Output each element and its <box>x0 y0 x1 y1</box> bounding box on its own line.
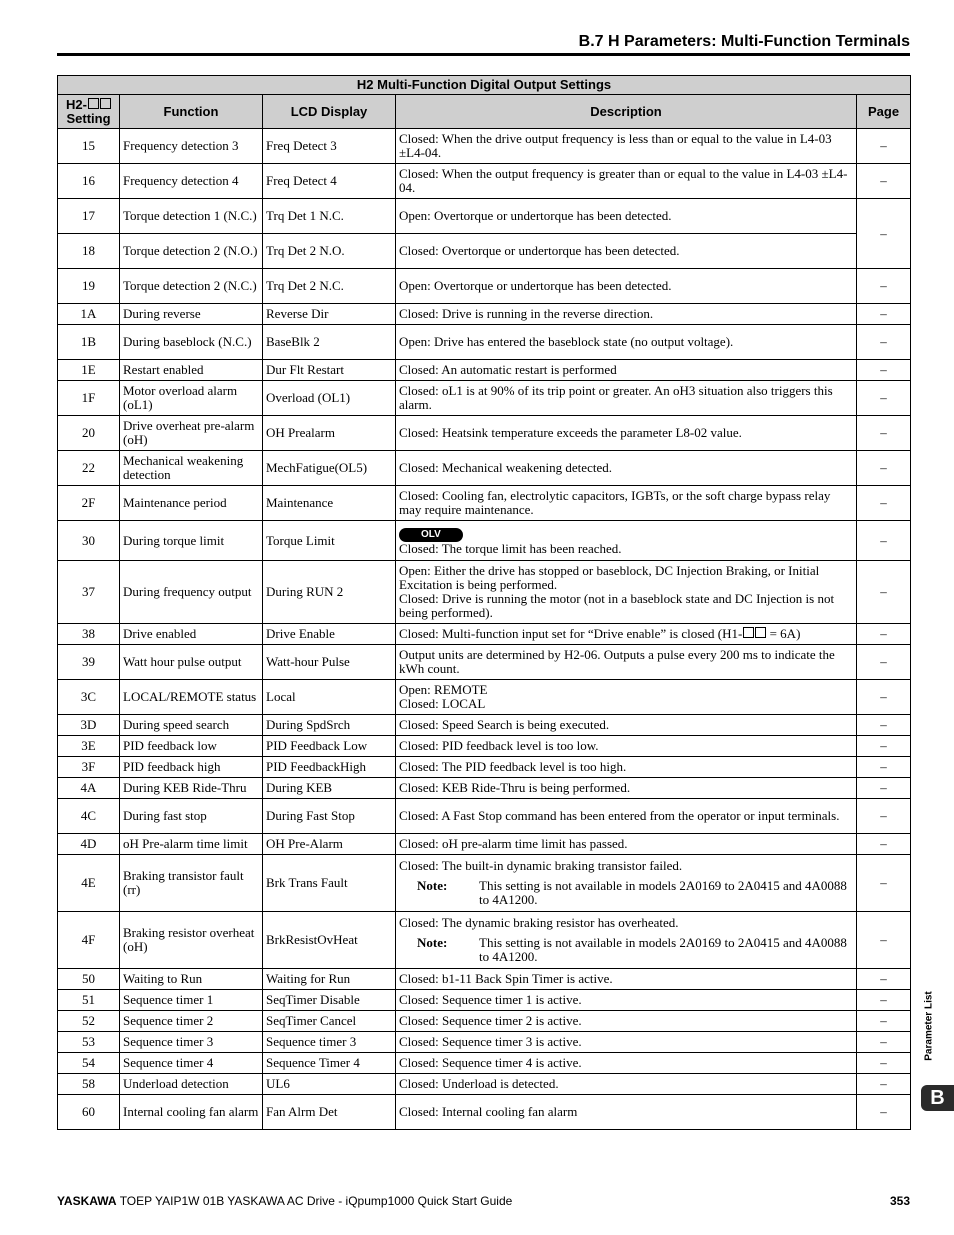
note: Note: This setting is not available in models 2A0169 to 2A0415 and 4A0088 to 4A1200. <box>417 878 847 907</box>
table-row: 20 Drive overheat pre-alarm (oH) OH Prealarm Closed: Heatsink temperature exceeds the parameter L8-02 value. – <box>58 416 911 451</box>
table-row: 30 During torque limit Torque Limit OLV Closed: The torque limit has been reached. – <box>58 521 911 561</box>
table-row: 16 Frequency detection 4 Freq Detect 4 Closed: When the output frequency is greater than or equal to the value in L4-03 ±L4-04. – <box>58 164 911 199</box>
table-row: 53 Sequence timer 3 Sequence timer 3 Closed: Sequence timer 3 is active. – <box>58 1032 911 1053</box>
table-row: 19 Torque detection 2 (N.C.) Trq Det 2 N.C. Open: Overtorque or undertorque has been detected. – <box>58 269 911 304</box>
olv-badge: OLV <box>399 528 463 542</box>
table-row: 1F Motor overload alarm (oL1) Overload (OL1) Closed: oL1 is at 90% of its trip point or greater. An oH3 situation also triggers this alarm. – <box>58 381 911 416</box>
table-row: 15 Frequency detection 3 Freq Detect 3 Closed: When the drive output frequency is less than or equal to the value in L4-03 ±L4-04. – <box>58 129 911 164</box>
col-header-page: Page <box>857 95 911 129</box>
table-row: 4D oH Pre-alarm time limit OH Pre-Alarm Closed: oH pre-alarm time limit has passed. – <box>58 834 911 855</box>
note: Note: This setting is not available in models 2A0169 to 2A0415 and 4A0088 to 4A1200. <box>417 935 847 964</box>
col-header-setting: H2- Setting <box>58 95 120 129</box>
table-row: 3D During speed search During SpdSrch Closed: Speed Search is being executed. – <box>58 715 911 736</box>
table-row: 52 Sequence timer 2 SeqTimer Cancel Closed: Sequence timer 2 is active. – <box>58 1011 911 1032</box>
table-row: 18 Torque detection 2 (N.O.) Trq Det 2 N.O. Closed: Overtorque or undertorque has been detected. <box>58 234 911 269</box>
footer-text: TOEP YAIP1W 01B YASKAWA AC Drive - iQpump1000 Quick Start Guide <box>116 1194 513 1208</box>
table-row: 4C During fast stop During Fast Stop Closed: A Fast Stop command has been entered from the operator or input terminals. – <box>58 799 911 834</box>
table-row: 3F PID feedback high PID FeedbackHigh Closed: The PID feedback level is too high. – <box>58 757 911 778</box>
col-header-function: Function <box>120 95 263 129</box>
placeholder-box-icon <box>743 627 754 638</box>
table-row: 58 Underload detection UL6 Closed: Underload is detected. – <box>58 1074 911 1095</box>
table-row: 37 During frequency output During RUN 2 Open: Either the drive has stopped or baseblock, DC Injection Braking, or Initial Excitation is being performed. Closed: Drive is running the motor (not in a baseblock state and DC Injection is not being performed). – <box>58 561 911 624</box>
table-row: 39 Watt hour pulse output Watt-hour Pulse Output units are determined by H2-06. Outputs a pulse every 200 ms to indicate the kWh count. – <box>58 645 911 680</box>
col-header-lcd: LCD Display <box>263 95 396 129</box>
footer <box>57 1194 512 1208</box>
h2-settings-table <box>57 75 911 1130</box>
table-row: 17 Torque detection 1 (N.C.) Trq Det 1 N.C. Open: Overtorque or undertorque has been detected. – <box>58 199 911 234</box>
table-row: 4A During KEB Ride-Thru During KEB Closed: KEB Ride-Thru is being performed. – <box>58 778 911 799</box>
table-row: 3C LOCAL/REMOTE status Local Open: REMOTE Closed: LOCAL – <box>58 680 911 715</box>
side-tab-letter: B <box>921 1085 954 1111</box>
col-header-description: Description <box>396 95 857 129</box>
placeholder-box-icon <box>88 98 99 109</box>
header-rule <box>57 53 910 56</box>
table-row: 3E PID feedback low PID Feedback Low Closed: PID feedback level is too low. – <box>58 736 911 757</box>
placeholder-box-icon <box>100 98 111 109</box>
table-row: 51 Sequence timer 1 SeqTimer Disable Closed: Sequence timer 1 is active. – <box>58 990 911 1011</box>
page-number: 353 <box>889 1194 910 1208</box>
table-row: 38 Drive enabled Drive Enable Closed: Multi-function input set for “Drive enable” is closed (H1- = 6A) – <box>58 624 911 645</box>
table-row: 2F Maintenance period Maintenance Closed: Cooling fan, electrolytic capacitors, IGBTs, or the soft charge bypass relay may require maintenance. – <box>58 486 911 521</box>
section-title: B.7 H Parameters: Multi-Function Terminals <box>578 33 910 50</box>
footer-brand: YASKAWA <box>57 1194 117 1208</box>
table-row: 1B During baseblock (N.C.) BaseBlk 2 Open: Drive has entered the baseblock state (no output voltage). – <box>58 325 911 360</box>
placeholder-box-icon <box>755 627 766 638</box>
table-caption: H2 Multi-Function Digital Output Settings <box>58 76 911 95</box>
table-row: 50 Waiting to Run Waiting for Run Closed: b1-11 Back Spin Timer is active. – <box>58 969 911 990</box>
table-row: 1E Restart enabled Dur Flt Restart Closed: An automatic restart is performed – <box>58 360 911 381</box>
table-row: 4E Braking transistor fault (rr) Brk Trans Fault Closed: The built-in dynamic braking transistor failed. Note: This setting is not available in models 2A0169 to 2A0415 and 4A0088 to 4A1200. – <box>58 855 911 912</box>
table-row: 4F Braking resistor overheat (oH) BrkResistOvHeat Closed: The dynamic braking resistor has overheated. Note: This setting is not available in models 2A0169 to 2A0415 and 4A0088 to 4A1200. – <box>58 912 911 969</box>
table-row: 60 Internal cooling fan alarm Fan Alrm Det Closed: Internal cooling fan alarm – <box>58 1095 911 1130</box>
table-row: 54 Sequence timer 4 Sequence Timer 4 Closed: Sequence timer 4 is active. – <box>58 1053 911 1074</box>
side-tab-label: Parameter List <box>923 991 935 1061</box>
table-row: 1A During reverse Reverse Dir Closed: Drive is running in the reverse direction. – <box>58 304 911 325</box>
table-row: 22 Mechanical weakening detection MechFatigue(OL5) Closed: Mechanical weakening detected. – <box>58 451 911 486</box>
